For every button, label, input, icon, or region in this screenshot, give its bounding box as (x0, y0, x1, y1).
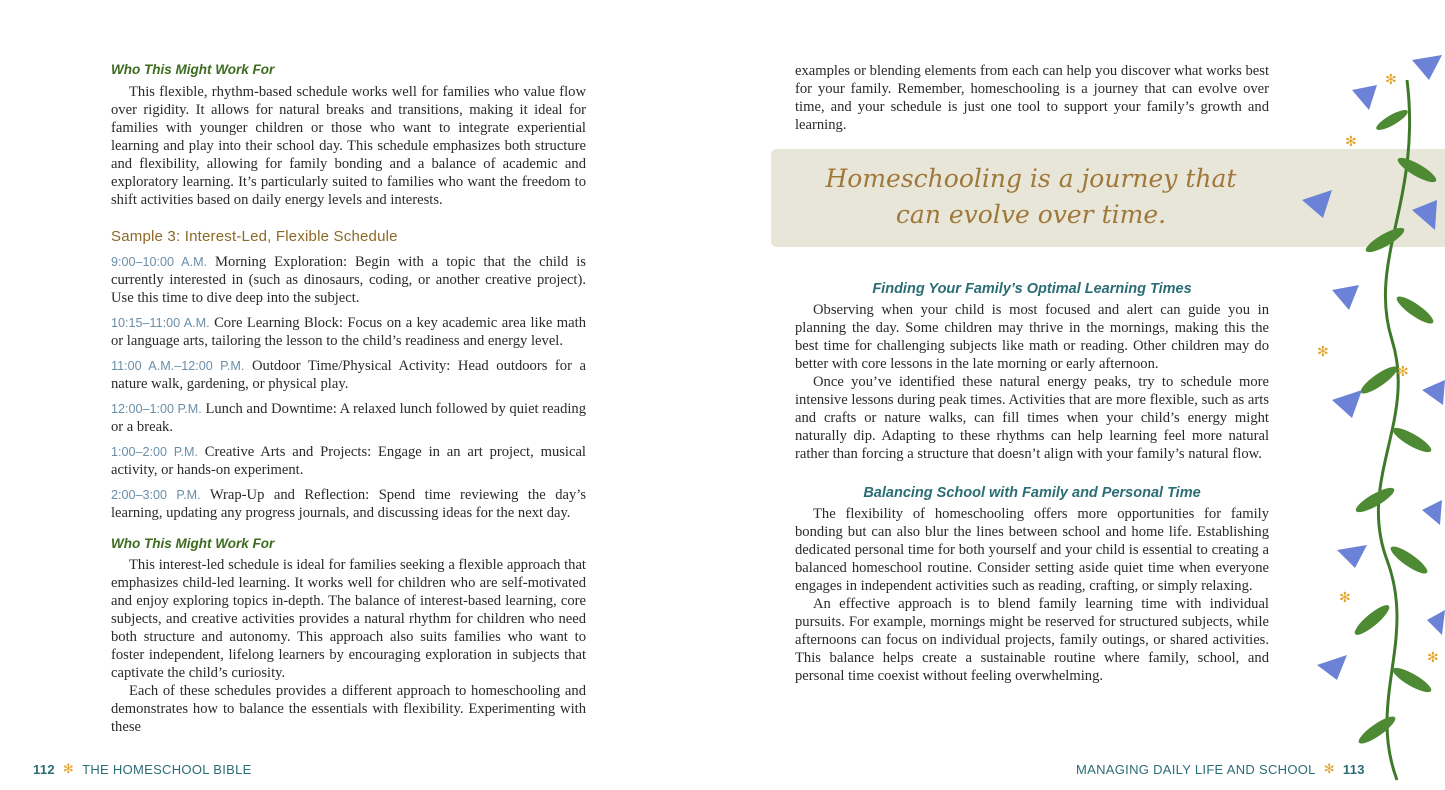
star-flowers (1317, 73, 1439, 666)
pull-quote-line: Homeschooling is a journey that (825, 164, 1237, 193)
paragraph: An effective approach is to blend family learning time with individual pursuits. For example, mornings might be reserved for structured subjects, while afternoons can focus on individual projects, family outings, or shared activities. This balance helps create a sustainable routine where family, school, and personal time coexist without feeling overwhelming. (795, 596, 1269, 684)
book-title: THE HOMESCHOOL BIBLE (82, 761, 252, 777)
svg-text:✻: ✻ (1345, 135, 1357, 150)
schedule-time: 1:00–2:00 P.M. (111, 445, 198, 459)
chapter-title: MANAGING DAILY LIFE AND SCHOOL (1076, 761, 1316, 777)
paragraph: examples or blending elements from each can help you discover what works best for your family. Remember, homeschooling is a journey that can evolve over time, and your schedule is just one tool to support your family’s growth and learning. (795, 63, 1269, 133)
svg-text:✻: ✻ (1339, 591, 1351, 606)
left-column (111, 62, 586, 736)
paragraph: This flexible, rhythm-based schedule works well for families who value flow over rigidity. It allows for natural breaks and transitions, making it ideal for families with younger children or those who want to integrate experiential learning and play into their school day. This schedule emphasizes both structure and flexibility, allowing for family bonding and a balance of academic and exploratory learning. It’s particularly suited to families who want the freedom to shift activities based on daily energy levels and interests. (111, 84, 586, 208)
schedule-text: Core Learning Block: Focus on a key academic area like math or language arts, tailoring the lesson to the child’s readiness and energy level. (111, 315, 586, 349)
schedule-time: 9:00–10:00 A.M. (111, 255, 208, 269)
right-column (795, 62, 1269, 134)
section-heading: Balancing School with Family and Personal Time (863, 485, 1201, 501)
svg-text:✻: ✻ (1427, 651, 1439, 666)
schedule-entry (111, 443, 586, 479)
footer-right (1076, 761, 1365, 777)
schedule-entry (111, 314, 586, 350)
bluebell-flowers (1302, 55, 1445, 680)
sample-heading: Sample 3: Interest-Led, Flexible Schedule (111, 228, 398, 245)
bluebell-vine-illustration (1297, 40, 1445, 785)
right-page (722, 0, 1445, 790)
paragraph: This interest-led schedule is ideal for families seeking a flexible approach that emphasizes child-led learning. It works well for children who are self-motivated and enjoy exploring topics in-depth. The balance of interest-based learning, core subjects, and creative activities provides a natural rhythm for children who need both structure and autonomy. This approach also suits families who want to foster independent, lifelong learners by encouraging exploration in subjects that captivate the child’s curiosity. (111, 557, 586, 681)
page-number: 112 (33, 761, 55, 777)
schedule-time: 10:15–11:00 A.M. (111, 316, 210, 330)
paragraph: The flexibility of homeschooling offers more opportunities for family bonding but can also blur the lines between school and home life. Establishing dedicated personal time for both yourself and your child is essential to creating a balanced homeschool routine. Consider setting aside quiet time when everyone engages in independent activities such as reading, crafting, or simply relaxing. (795, 506, 1269, 594)
svg-text:✻: ✻ (1385, 73, 1397, 88)
schedule-text: Lunch and Downtime: A relaxed lunch followed by quiet reading or a break. (111, 401, 587, 435)
pull-quote-text (771, 161, 1291, 233)
svg-text:✻: ✻ (1317, 345, 1329, 360)
page-number: 113 (1342, 761, 1365, 777)
paragraph: Once you’ve identified these natural energy peaks, try to schedule more intensive lessons during peak times. Activities that are more flexible, such as arts and crafts or nature walks, can fill times when your child’s energy might naturally dip. Adapting to these rhythms can help learning feel more natural rather than forcing a structure that doesn’t align with your family’s natural flow. (795, 374, 1269, 462)
pull-quote-line: can evolve over time. (895, 200, 1167, 229)
schedule-text: Creative Arts and Projects: Engage in an art project, musical activity, or hands-on experiment. (111, 444, 586, 478)
footer-left (33, 761, 252, 777)
section-heading: Who This Might Work For (111, 62, 275, 77)
schedule-time: 11:00 A.M.–12:00 P.M. (111, 359, 245, 373)
schedule-time: 12:00–1:00 P.M. (111, 402, 202, 416)
schedule-entry (111, 253, 586, 307)
schedule-text: Morning Exploration: Begin with a topic that the child is currently interested in (such as dinosaurs, coding, or another creative project). Use this time to dive deep into the subject. (111, 254, 586, 306)
svg-text:✻: ✻ (1397, 365, 1409, 380)
section-heading: Who This Might Work For (111, 536, 275, 551)
paragraph: Each of these schedules provides a different approach to homeschooling and demonstrates how to balance the essentials with flexibility. Experimenting with these (111, 683, 586, 735)
paragraph: Observing when your child is most focused and alert can guide you in planning the day. Some children may thrive in the mornings, making this the best time for challenging subjects like math or reading. Other children may do better with core lessons in the late morning or early afternoon. (795, 302, 1269, 372)
schedule-text: Wrap-Up and Reflection: Spend time reviewing the day’s learning, updating any progress journals, and discussing ideas for the next day. (111, 487, 586, 521)
schedule-list (111, 253, 586, 522)
right-column-lower (795, 281, 1269, 685)
schedule-text: Outdoor Time/Physical Activity: Head outdoors for a nature walk, gardening, or physical play. (111, 358, 586, 392)
schedule-time: 2:00–3:00 P.M. (111, 488, 201, 502)
schedule-entry (111, 486, 586, 522)
left-page (0, 0, 722, 790)
section-heading: Finding Your Family’s Optimal Learning Times (872, 281, 1192, 297)
schedule-entry (111, 357, 586, 393)
schedule-entry (111, 400, 586, 436)
star-flower-icon: ✻ (1323, 761, 1335, 776)
star-flower-icon: ✻ (62, 761, 75, 776)
